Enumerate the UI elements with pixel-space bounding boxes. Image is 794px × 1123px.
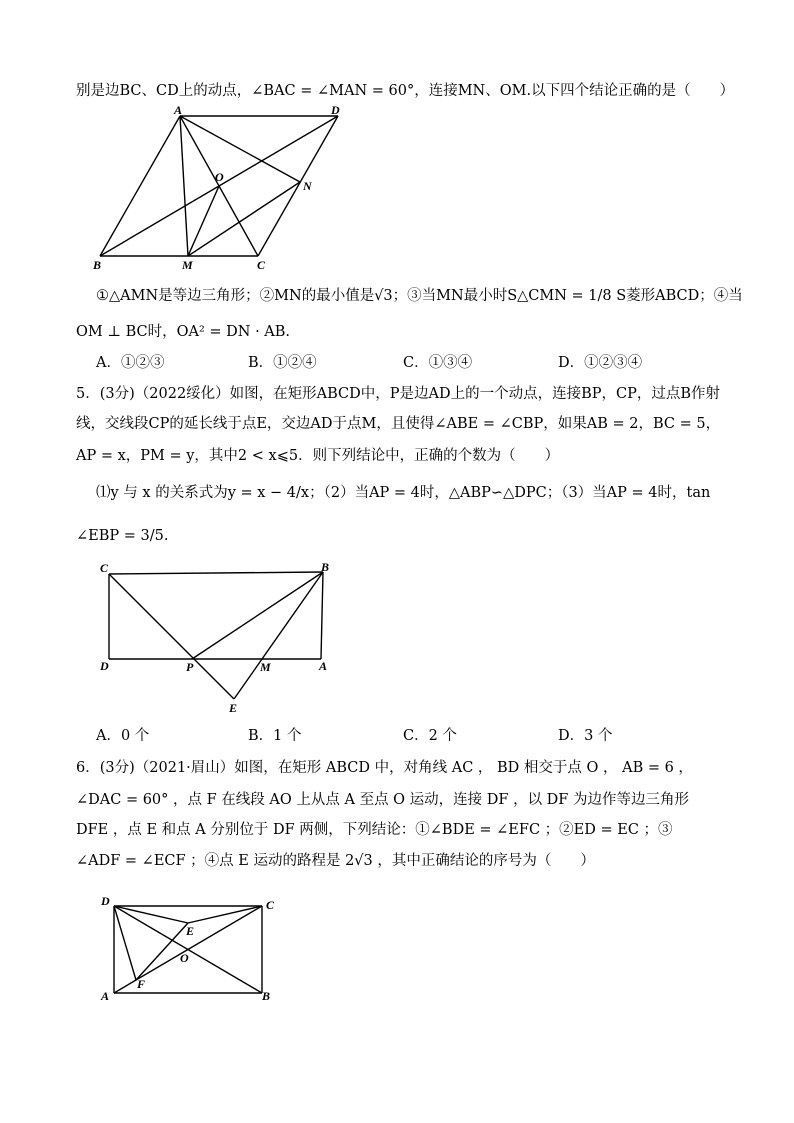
label-C: C [257, 258, 266, 272]
q5-line4: ⑴y 与 x 的关系式为y = x − 4/x；（2）当AP = 4时，△ABP∽△DPC；（3）当AP = 4时，tan [96, 485, 711, 501]
seg-EC [188, 906, 262, 923]
q6-rectangle-figure [96, 890, 286, 1005]
label-E: E [186, 924, 195, 938]
q5-rectangle-figure [95, 560, 345, 715]
edge-AB [100, 116, 180, 256]
label-D: D [331, 104, 340, 117]
seg-DE [114, 906, 188, 923]
label-A: A [101, 989, 110, 1003]
label-E: E [229, 701, 238, 715]
q6-line1: 6．(3分)（2021·眉山）如图，在矩形 ABCD 中，对角线 AC ， BD 相交于点 O ， AB = 6 ， [76, 760, 693, 776]
edge-CB [109, 572, 323, 574]
edge-CD [258, 116, 338, 256]
q4-statements-line2: OM ⊥ BC时，OA² = DN · AB. [76, 324, 291, 340]
q5-option-d[interactable]: D．3 个 [558, 728, 613, 744]
q5-line5: ∠EBP = 3/5. [76, 528, 169, 544]
q6-line4: ∠ADF = ∠ECF ；④点 E 运动的路程是 2√3 ，其中正确结论的序号为（ ） [76, 853, 595, 869]
q5-line2: 线，交线段CP的延长线于点E，交边AD于点M，且使得∠ABE = ∠CBP，如果AB = 2，BC = 5， [76, 416, 721, 432]
q4-option-c[interactable]: C．①③④ [403, 355, 473, 371]
q4-rhombus-figure [85, 104, 355, 274]
label-D: D [100, 659, 109, 673]
label-B: B [321, 560, 330, 574]
label-C: C [100, 561, 109, 575]
label-A: A [174, 104, 183, 117]
label-F: F [137, 977, 146, 991]
q5-options [96, 726, 696, 746]
label-C: C [266, 898, 275, 912]
label-D: D [101, 894, 110, 908]
seg-BE [234, 572, 323, 699]
label-P: P [186, 660, 194, 674]
q5-line1: 5．(3分)（2022绥化）如图，在矩形ABCD中，P是边AD上的一个动点，连接BP，CP，过点B作射 [76, 386, 721, 402]
seg-AM [180, 116, 188, 256]
q5-line3: AP = x，PM = y，其中2 < x⩽5．则下列结论中，正确的个数为（ ） [76, 448, 560, 464]
label-B: B [262, 989, 271, 1003]
seg-BP [192, 572, 323, 659]
q6-line3: DFE ，点 E 和点 A 分别位于 DF 两侧，下列结论：①∠BDE = ∠EFC ；②ED = EC ；③ [76, 822, 673, 838]
label-M: M [182, 258, 193, 272]
label-O: O [180, 951, 189, 965]
q4-option-a[interactable]: A．①②③ [96, 355, 165, 371]
q5-option-a[interactable]: A．0 个 [96, 728, 150, 744]
q4-option-b[interactable]: B．①②④ [248, 355, 317, 371]
label-A: A [319, 659, 328, 673]
q4-lead-line: 别是边BC、CD上的动点，∠BAC = ∠MAN = 60°，连接MN、OM.以下四个结论正确的是（ ） [76, 83, 735, 99]
label-M: M [260, 660, 271, 674]
q5-option-c[interactable]: C．2 个 [403, 728, 457, 744]
q4-statements-line1: ①△AMN是等边三角形；②MN的最小值是√3；③当MN最小时S△CMN = 1/8 S菱形ABCD；④当 [96, 288, 743, 304]
seg-CE [109, 574, 234, 699]
q5-option-b[interactable]: B．1 个 [248, 728, 302, 744]
label-O: O [215, 170, 224, 184]
label-N: N [303, 179, 312, 193]
q6-line2: ∠DAC = 60° ，点 F 在线段 AO 上从点 A 至点 O 运动，连接 DF ，以 DF 为边作等边三角形 [76, 792, 689, 808]
label-B: B [93, 258, 102, 272]
q4-options [96, 353, 696, 373]
edge-BA [321, 572, 323, 659]
q4-option-d[interactable]: D．①②③④ [558, 355, 643, 371]
